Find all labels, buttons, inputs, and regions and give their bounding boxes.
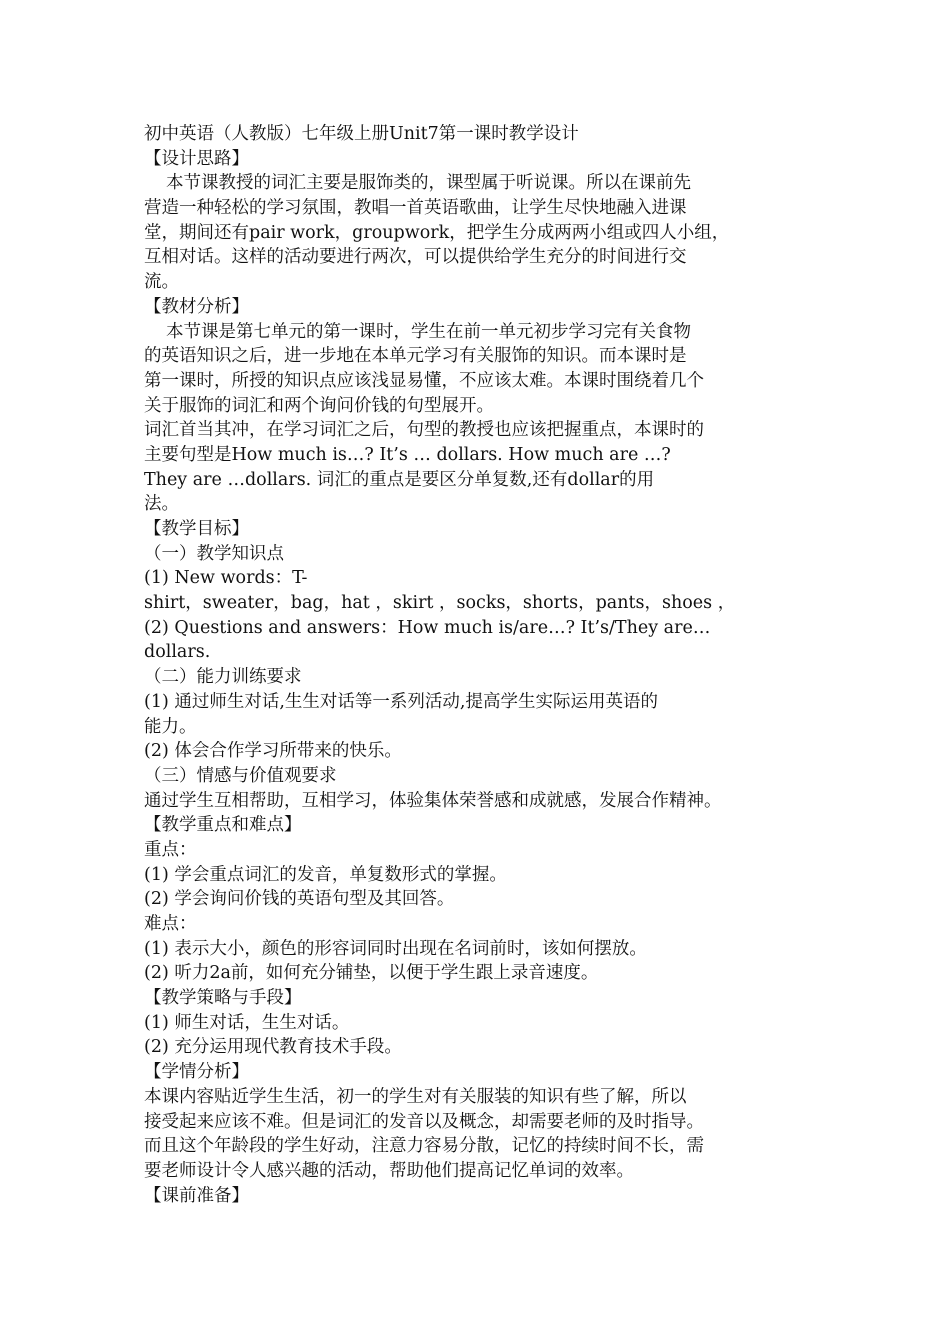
paragraph-line: 堂，期间还有pair work，groupwork，把学生分成两两小组或四人小组，: [144, 222, 730, 243]
paragraph-line: 而且这个年龄段的学生好动，注意力容易分散，记忆的持续时间不长，需: [144, 1136, 704, 1157]
paragraph-line: 主要句型是How much is…? It’s … dollars. How much are …?: [144, 444, 671, 465]
list-item: (1) 表示大小，颜色的形容词同时出现在名词前时，该如何摆放。: [144, 938, 647, 959]
paragraph-line: 的英语知识之后，进一步地在本单元学习有关服饰的知识。而本课时是: [144, 346, 687, 367]
list-item: (2) Questions and answers：How much is/are…? It’s/They are…: [144, 617, 711, 638]
subheading: （三）情感与价值观要求: [144, 765, 337, 786]
section-heading-strategies: 【教学策略与手段】: [144, 988, 302, 1009]
paragraph-line: 本节课教授的词汇主要是服饰类的，课型属于听说课。所以在课前先: [166, 173, 691, 194]
list-item: (1) 师生对话，生生对话。: [144, 1012, 350, 1033]
list-item: (2) 充分运用现代教育技术手段。: [144, 1037, 402, 1058]
paragraph-line: 法。: [144, 494, 179, 515]
subheading: （二）能力训练要求: [144, 667, 302, 688]
list-item: (2) 学会询问价钱的英语句型及其回答。: [144, 889, 455, 910]
subheading: 难点：: [144, 914, 197, 934]
list-item: shirt，sweater，bag，hat ，skirt ，socks，shorts，pants，shoes ，: [144, 593, 736, 614]
section-heading-design: 【设计思路】: [144, 148, 249, 169]
section-heading-key-points: 【教学重点和难点】: [144, 815, 302, 836]
list-item: 能力。: [144, 716, 197, 737]
paragraph-line: 关于服饰的词汇和两个询问价钱的句型展开。: [144, 395, 494, 416]
list-item: (1) 通过师生对话,生生对话等一系列活动,提高学生实际运用英语的: [144, 691, 658, 712]
subheading: 重点：: [144, 839, 197, 860]
list-item: (2) 体会合作学习所带来的快乐。: [144, 741, 402, 762]
section-heading-preparation: 【课前准备】: [144, 1185, 249, 1206]
paragraph-line: 第一课时，所授的知识点应该浅显易懂，不应该太难。本课时围绕着几个: [144, 370, 704, 391]
paragraph-line: 本课内容贴近学生生活，初一的学生对有关服装的知识有些了解，所以: [144, 1086, 687, 1107]
section-heading-students: 【学情分析】: [144, 1062, 249, 1083]
section-heading-material: 【教材分析】: [144, 296, 249, 317]
document-title: 初中英语（人教版）七年级上册Unit7第一课时教学设计: [144, 124, 579, 144]
paragraph-line: 流。: [144, 272, 179, 293]
paragraph-line: 本节课是第七单元的第一课时，学生在前一单元初步学习完有关食物: [166, 321, 691, 342]
paragraph-line: 营造一种轻松的学习氛围，教唱一首英语歌曲，让学生尽快地融入进课: [144, 198, 687, 219]
document-page: [144, 122, 824, 1208]
list-item: (2) 听力2a前，如何充分铺垫，以便于学生跟上录音速度。: [144, 963, 599, 984]
list-item: (1) 学会重点词汇的发音，单复数形式的掌握。: [144, 864, 507, 885]
paragraph-line: 接受起来应该不难。但是词汇的发音以及概念，却需要老师的及时指导。: [144, 1111, 704, 1132]
list-item: (1) New words：T-: [144, 568, 308, 589]
subheading: （一）教学知识点: [144, 543, 284, 564]
list-item: dollars.: [144, 642, 211, 663]
paragraph-line: 要老师设计令人感兴趣的活动，帮助他们提高记忆单词的效率。: [144, 1160, 634, 1181]
paragraph-line: 词汇首当其冲，在学习词汇之后，句型的教授也应该把握重点，本课时的: [144, 420, 704, 441]
paragraph-line: 互相对话。这样的活动要进行两次，可以提供给学生充分的时间进行交: [144, 247, 687, 268]
section-heading-objectives: 【教学目标】: [144, 519, 249, 539]
paragraph-line: They are …dollars. 词汇的重点是要区分单复数,还有dollar的用: [144, 469, 655, 490]
paragraph-line: 通过学生互相帮助，互相学习，体验集体荣誉感和成就感，发展合作精神。: [144, 790, 722, 811]
